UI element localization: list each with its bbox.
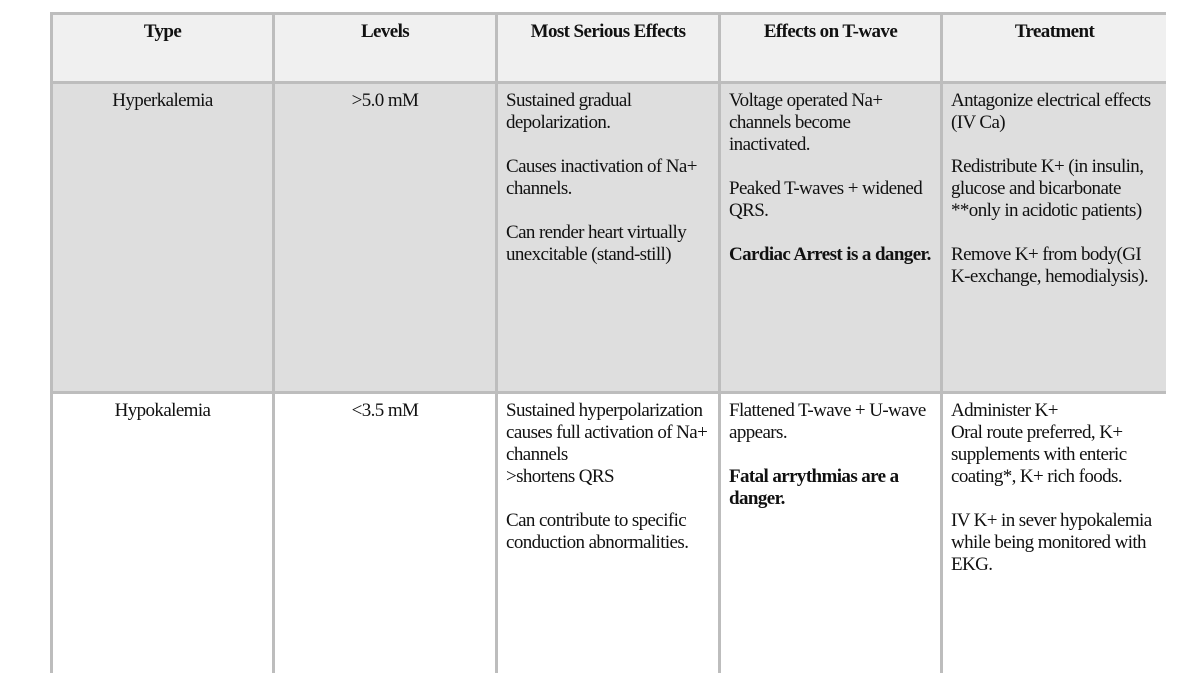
header-treatment: Treatment <box>942 14 1167 83</box>
t-wave-paragraph: Peaked T-waves + widened QRS. <box>729 178 923 221</box>
t-wave-paragraph: Flattened T-wave + U-wave appears. <box>729 400 926 443</box>
header-effects-on-t-wave: Effects on T-wave <box>720 14 942 83</box>
danger-warning-text: Cardiac Arrest is a danger. <box>729 244 931 265</box>
cell-levels: <3.5 mM <box>274 393 497 673</box>
danger-warning-text: Fatal arrythmias are a danger. <box>729 466 899 509</box>
cell-effects-on-t-wave <box>720 83 942 393</box>
treatment-paragraph: Remove K+ from body(GI K-exchange, hemodialysis). <box>951 244 1149 287</box>
treatment-paragraph: IV K+ in sever hypokalemia while being monitored with EKG. <box>951 510 1152 575</box>
table-header-row <box>52 14 1167 83</box>
cell-treatment <box>942 393 1167 673</box>
treatment-paragraph: Oral route preferred, K+ supplements with enteric coating*, K+ rich foods. <box>951 422 1127 487</box>
effects-paragraph: Causes inactivation of Na+ channels. <box>506 156 697 199</box>
header-type: Type <box>52 14 274 83</box>
cell-most-serious-effects <box>497 393 720 673</box>
potassium-disorders-table <box>50 12 1166 673</box>
treatment-paragraph: Redistribute K+ (in insulin, glucose and bicarbonate **only in acidotic patients) <box>951 156 1144 221</box>
effects-paragraph: Can render heart virtually unexcitable (stand-still) <box>506 222 687 265</box>
cell-type: Hypokalemia <box>52 393 274 673</box>
header-most-serious-effects: Most Serious Effects <box>497 14 720 83</box>
cell-effects-on-t-wave <box>720 393 942 673</box>
table-row-hyperkalemia <box>52 83 1167 393</box>
cell-most-serious-effects <box>497 83 720 393</box>
t-wave-paragraph: Voltage operated Na+ channels become inactivated. <box>729 90 883 155</box>
t-wave-warning <box>729 244 932 266</box>
cell-treatment <box>942 83 1167 393</box>
treatment-paragraph: Administer K+ <box>951 400 1058 421</box>
document-table-container <box>50 12 1166 673</box>
effects-paragraph: Can contribute to specific conduction abnormalities. <box>506 510 689 553</box>
cell-type: Hyperkalemia <box>52 83 274 393</box>
cell-levels: >5.0 mM <box>274 83 497 393</box>
t-wave-warning <box>729 466 932 510</box>
effects-paragraph: Sustained gradual depolarization. <box>506 90 632 133</box>
effects-paragraph: >shortens QRS <box>506 466 614 487</box>
header-levels: Levels <box>274 14 497 83</box>
effects-paragraph: Sustained hyperpolarization causes full activation of Na+ channels <box>506 400 708 465</box>
treatment-paragraph: Antagonize electrical effects (IV Ca) <box>951 90 1151 133</box>
table-row-hypokalemia <box>52 393 1167 673</box>
